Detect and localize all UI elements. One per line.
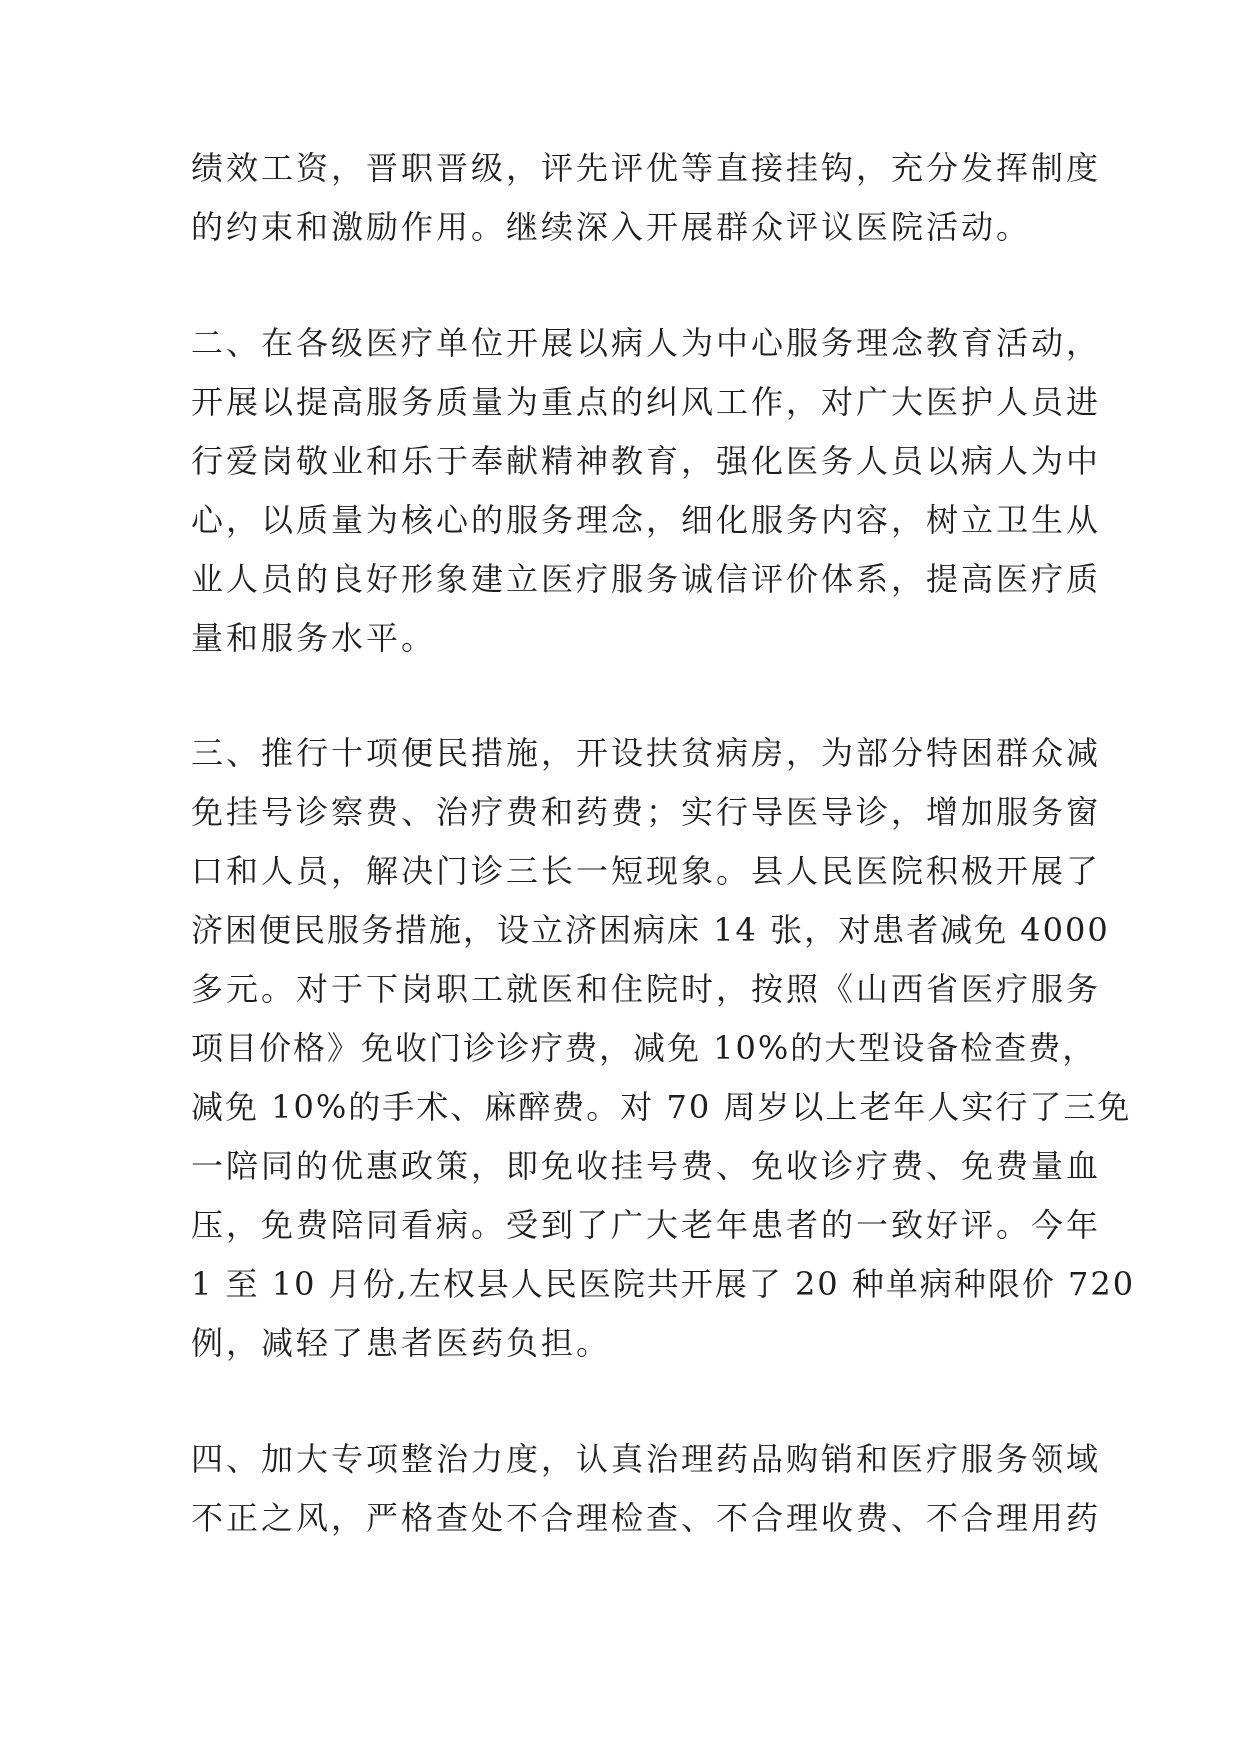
text-line: 济困便民服务措施，设立济困病床 14 张，对患者减免 4000 — [191, 911, 1110, 949]
text-line: 免挂号诊察费、治疗费和药费；实行导医导诊，增加服务窗 — [191, 793, 1102, 831]
text-line: 例，减轻了患者医药负担。 — [191, 1324, 612, 1362]
text-line: 绩效工资，晋职晋级，评先评优等直接挂钩，充分发挥制度 — [191, 149, 1102, 187]
text-line: 不正之风，严格查处不合理检查、不合理收费、不合理用药 — [191, 1499, 1102, 1537]
text-line: 二、在各级医疗单位开展以病人为中心服务理念教育活动， — [191, 324, 1102, 362]
text-line: 的约束和激励作用。继续深入开展群众评议医院活动。 — [191, 208, 1032, 246]
text-line: 一陪同的优惠政策，即免收挂号费、免收诊疗费、免费量血 — [191, 1147, 1102, 1185]
text-line: 心，以质量为核心的服务理念，细化服务内容，树立卫生从 — [191, 501, 1102, 539]
text-line: 四、加大专项整治力度，认真治理药品购销和医疗服务领域 — [191, 1440, 1102, 1478]
text-line: 压，免费陪同看病。受到了广大老年患者的一致好评。今年 — [191, 1206, 1102, 1244]
text-line: 业人员的良好形象建立医疗服务诚信评价体系，提高医疗质 — [191, 560, 1102, 598]
text-line: 开展以提高服务质量为重点的纠风工作，对广大医护人员进 — [191, 383, 1102, 421]
text-line: 项目价格》免收门诊诊疗费，减免 10%的大型设备检查费， — [191, 1029, 1097, 1067]
text-line: 行爱岗敬业和乐于奉献精神教育，强化医务人员以病人为中 — [191, 442, 1102, 480]
text-line: 量和服务水平。 — [191, 619, 437, 657]
text-line: 1 至 10 月份,左权县人民医院共开展了 20 种单病种限价 720 — [191, 1265, 1136, 1303]
text-line: 多元。对于下岗职工就医和住院时，按照《山西省医疗服务 — [191, 970, 1102, 1008]
text-line: 减免 10%的手术、麻醉费。对 70 周岁以上老年人实行了三免 — [191, 1088, 1132, 1126]
text-line: 三、推行十项便民措施，开设扶贫病房，为部分特困群众减 — [191, 734, 1102, 772]
text-line: 口和人员，解决门诊三长一短现象。县人民医院积极开展了 — [191, 852, 1102, 890]
